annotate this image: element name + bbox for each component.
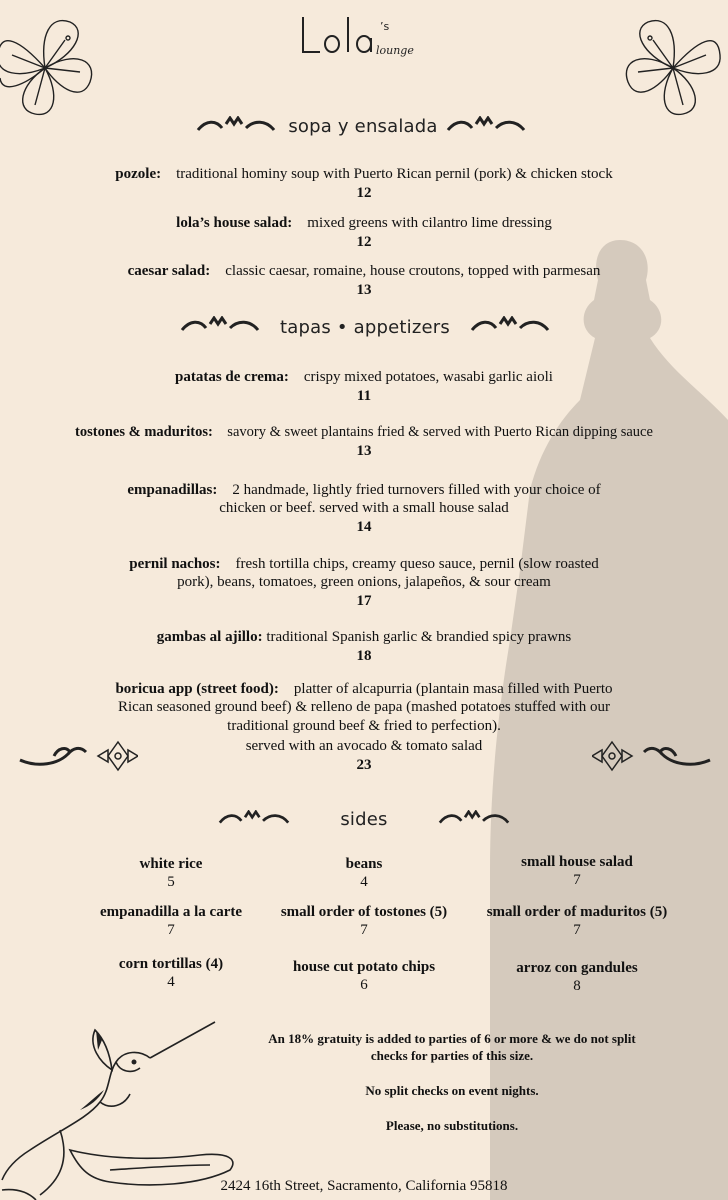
flourish-left-icon bbox=[172, 316, 268, 336]
side-price: 8 bbox=[573, 978, 581, 994]
menu-item-caesar-salad bbox=[0, 262, 728, 281]
section-title-soup: sopa y ensalada bbox=[288, 116, 438, 137]
side-name: house cut potato chips bbox=[292, 959, 436, 975]
side-item bbox=[264, 958, 464, 994]
item-name: boricua app (street food): bbox=[115, 681, 279, 697]
item-price: 12 bbox=[356, 234, 372, 250]
menu-item-tostones bbox=[0, 423, 728, 442]
item-desc: platter of alcapurria (plantain masa filled with Puerto bbox=[293, 681, 613, 697]
item-desc-line: chicken or beef. served with a small house salad bbox=[219, 500, 509, 516]
item-price: 11 bbox=[356, 388, 372, 404]
item-name: caesar salad: bbox=[127, 263, 211, 279]
item-desc: 2 handmade, lightly fried turnovers filled with your choice of bbox=[232, 482, 601, 498]
address: 2424 16th Street, Sacramento, California 95818 bbox=[220, 1178, 508, 1194]
flourish-right-icon bbox=[446, 116, 526, 136]
item-price: 12 bbox=[356, 185, 372, 201]
side-price: 6 bbox=[360, 977, 368, 993]
ornament-left-icon bbox=[18, 738, 138, 774]
side-price: 5 bbox=[167, 874, 175, 890]
split-check-note: No split checks on event nights. bbox=[365, 1083, 539, 1098]
svg-text:’s: ’s bbox=[380, 20, 390, 33]
side-item bbox=[477, 903, 677, 939]
side-item bbox=[477, 853, 677, 889]
note-line: checks for parties of this size. bbox=[370, 1048, 534, 1063]
item-name: patatas de crema: bbox=[175, 369, 289, 385]
item-desc: traditional hominy soup with Puerto Rican pernil (pork) & chicken stock bbox=[176, 166, 613, 182]
item-desc: fresh tortilla chips, creamy queso sauce, pernil (slow roasted bbox=[235, 556, 599, 572]
item-price: 13 bbox=[356, 443, 372, 459]
note-line: An 18% gratuity is added to parties of 6 or more & we do not split bbox=[268, 1031, 636, 1046]
item-desc: classic caesar, romaine, house croutons, topped with parmesan bbox=[225, 263, 601, 279]
gratuity-note bbox=[232, 1030, 672, 1064]
side-price: 7 bbox=[167, 922, 175, 938]
item-price: 17 bbox=[356, 593, 372, 609]
hibiscus-left-icon bbox=[0, 10, 100, 125]
side-price: 4 bbox=[167, 974, 175, 990]
side-item bbox=[71, 855, 271, 891]
item-name: empanadillas: bbox=[127, 482, 218, 498]
substitution-note: Please, no substitutions. bbox=[385, 1118, 519, 1133]
flourish-right-icon bbox=[436, 810, 512, 828]
item-price: 23 bbox=[356, 757, 372, 773]
menu-item-house-salad bbox=[0, 214, 728, 233]
item-name: tostones & maduritos: bbox=[75, 424, 213, 440]
item-desc-line: pork), beans, tomatoes, green onions, jalapeños, & sour cream bbox=[177, 574, 551, 590]
item-desc-line: served with an avocado & tomato salad bbox=[245, 738, 483, 754]
side-price: 7 bbox=[573, 872, 581, 888]
side-item bbox=[71, 955, 271, 991]
item-price: 18 bbox=[356, 648, 372, 664]
side-price: 7 bbox=[573, 922, 581, 938]
item-desc: crispy mixed potatoes, wasabi garlic aioli bbox=[303, 369, 553, 385]
menu-item-pozole bbox=[0, 165, 728, 184]
side-item bbox=[477, 959, 677, 995]
ornament-right-icon bbox=[592, 738, 712, 774]
svg-text:lounge: lounge bbox=[376, 44, 414, 57]
side-name: arroz con gandules bbox=[516, 960, 638, 976]
menu-item-pernil-nachos bbox=[0, 555, 728, 574]
item-desc-line: Rican seasoned ground beef) & relleno de papa (mashed potatoes stuffed with our bbox=[117, 699, 611, 715]
side-item bbox=[71, 903, 271, 939]
section-title-tapas: tapas • appetizers bbox=[280, 317, 450, 338]
side-name: corn tortillas (4) bbox=[118, 956, 224, 972]
menu-item-boricua-app bbox=[0, 680, 728, 699]
side-name: beans bbox=[345, 856, 383, 872]
item-name: lola’s house salad: bbox=[176, 215, 293, 231]
item-name: pernil nachos: bbox=[129, 556, 221, 572]
side-name: white rice bbox=[139, 856, 203, 872]
menu-item-empanadillas bbox=[0, 481, 728, 500]
item-desc: savory & sweet plantains fried & served with Puerto Rican dipping sauce bbox=[227, 424, 653, 440]
hibiscus-right-icon bbox=[618, 10, 728, 125]
side-price: 7 bbox=[360, 922, 368, 938]
flourish-right-icon bbox=[462, 316, 558, 336]
item-name: gambas al ajillo: bbox=[156, 629, 263, 645]
item-price: 14 bbox=[356, 519, 372, 535]
flourish-left-icon bbox=[196, 116, 276, 136]
item-price: 13 bbox=[356, 282, 372, 298]
side-item bbox=[264, 903, 464, 939]
item-desc-line: traditional ground beef & fried to perfection). bbox=[227, 718, 501, 734]
side-price: 4 bbox=[360, 874, 368, 890]
menu-item-gambas bbox=[0, 628, 728, 647]
hummingbird-icon bbox=[0, 1010, 240, 1200]
side-item bbox=[264, 855, 464, 891]
side-name: small order of tostones (5) bbox=[280, 904, 448, 920]
item-name: pozole: bbox=[115, 166, 162, 182]
menu-item-patatas bbox=[0, 368, 728, 387]
flourish-left-icon bbox=[216, 810, 292, 828]
side-name: empanadilla a la carte bbox=[99, 904, 243, 920]
side-name: small order of maduritos (5) bbox=[486, 904, 668, 920]
section-title-sides: sides bbox=[340, 809, 388, 830]
side-name: small house salad bbox=[521, 854, 633, 870]
item-desc: mixed greens with cilantro lime dressing bbox=[307, 215, 552, 231]
item-desc: traditional Spanish garlic & brandied spicy prawns bbox=[266, 629, 572, 645]
logo bbox=[298, 12, 438, 62]
